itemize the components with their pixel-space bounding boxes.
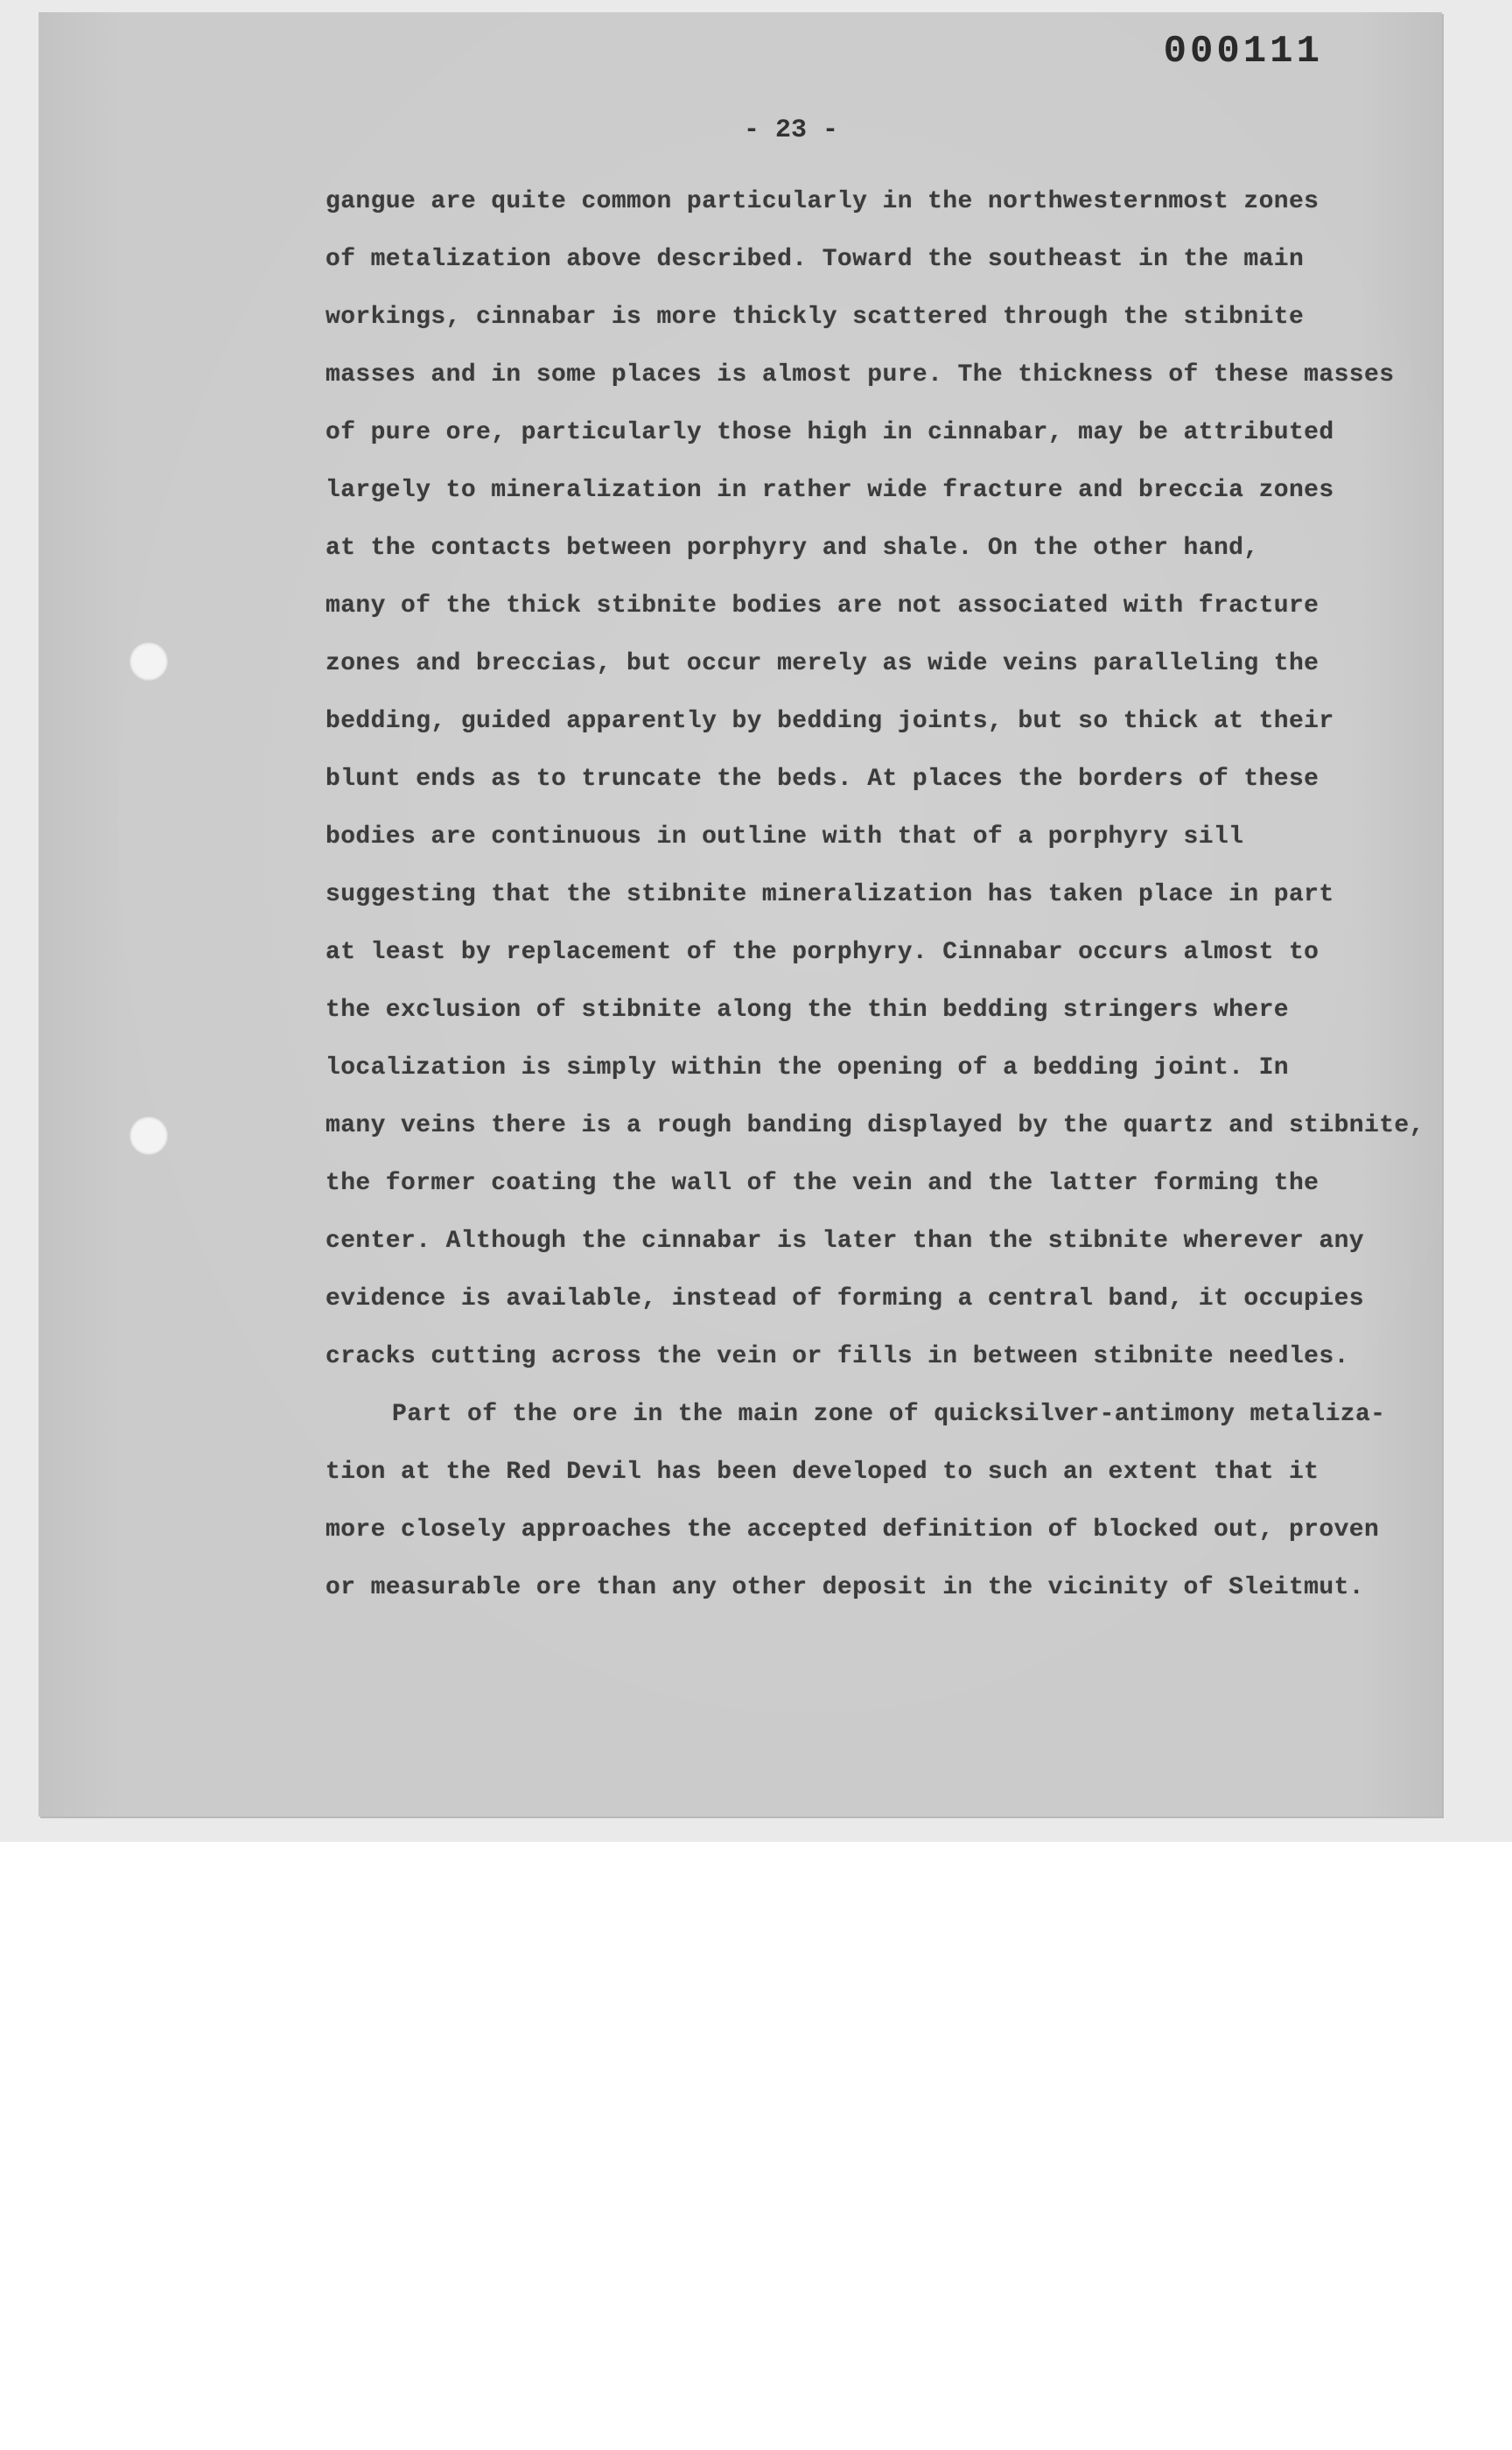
text-line: workings, cinnabar is more thickly scattered through the stibnite	[326, 304, 1305, 331]
text-line: many veins there is a rough banding displayed by the quartz and stibnite,	[326, 1112, 1424, 1139]
paragraph-start-line: Part of the ore in the main zone of quicksilver-antimony metaliza-	[392, 1401, 1386, 1428]
text-line: bodies are continuous in outline with that of a porphyry sill	[326, 823, 1244, 850]
text-line: at least by replacement of the porphyry. Cinnabar occurs almost to	[326, 939, 1320, 966]
text-line: blunt ends as to truncate the beds. At places the borders of these	[326, 766, 1320, 793]
typewritten-page	[38, 12, 1442, 1816]
text-line: the exclusion of stibnite along the thin bedding stringers where	[326, 997, 1289, 1024]
punch-hole-top	[130, 642, 168, 681]
body-text	[326, 173, 1424, 1617]
text-line: more closely approaches the accepted definition of blocked out, proven	[326, 1516, 1380, 1544]
text-line: bedding, guided apparently by bedding joints, but so thick at their	[326, 708, 1334, 735]
text-line: zones and breccias, but occur merely as wide veins paralleling the	[326, 650, 1320, 677]
text-line: of pure ore, particularly those high in cinnabar, may be attributed	[326, 419, 1334, 446]
text-line: or measurable ore than any other deposit in the vicinity of Sleitmut.	[326, 1574, 1364, 1601]
text-line: localization is simply within the opening of a bedding joint. In	[326, 1054, 1289, 1082]
text-line: many of the thick stibnite bodies are not associated with fracture	[326, 592, 1320, 620]
text-line: of metalization above described. Toward the southeast in the main	[326, 246, 1305, 273]
document-stamp-number: 000111	[1163, 30, 1323, 74]
text-line: evidence is available, instead of forming a central band, it occupies	[326, 1285, 1364, 1312]
text-line: cracks cutting across the vein or fills in between stibnite needles.	[326, 1343, 1349, 1370]
page-number: - 23 -	[743, 116, 839, 145]
punch-hole-bottom	[130, 1116, 168, 1155]
text-line: tion at the Red Devil has been developed to such an extent that it	[326, 1459, 1320, 1486]
text-line: at the contacts between porphyry and shale. On the other hand,	[326, 535, 1259, 562]
text-line: largely to mineralization in rather wide fracture and breccia zones	[326, 477, 1334, 504]
text-line: the former coating the wall of the vein and the latter forming the	[326, 1170, 1320, 1197]
text-line: center. Although the cinnabar is later than the stibnite wherever any	[326, 1228, 1364, 1255]
text-line: suggesting that the stibnite mineralization has taken place in part	[326, 881, 1334, 908]
text-line: gangue are quite common particularly in the northwesternmost zones	[326, 188, 1320, 215]
text-line: masses and in some places is almost pure. The thickness of these masses	[326, 361, 1395, 388]
